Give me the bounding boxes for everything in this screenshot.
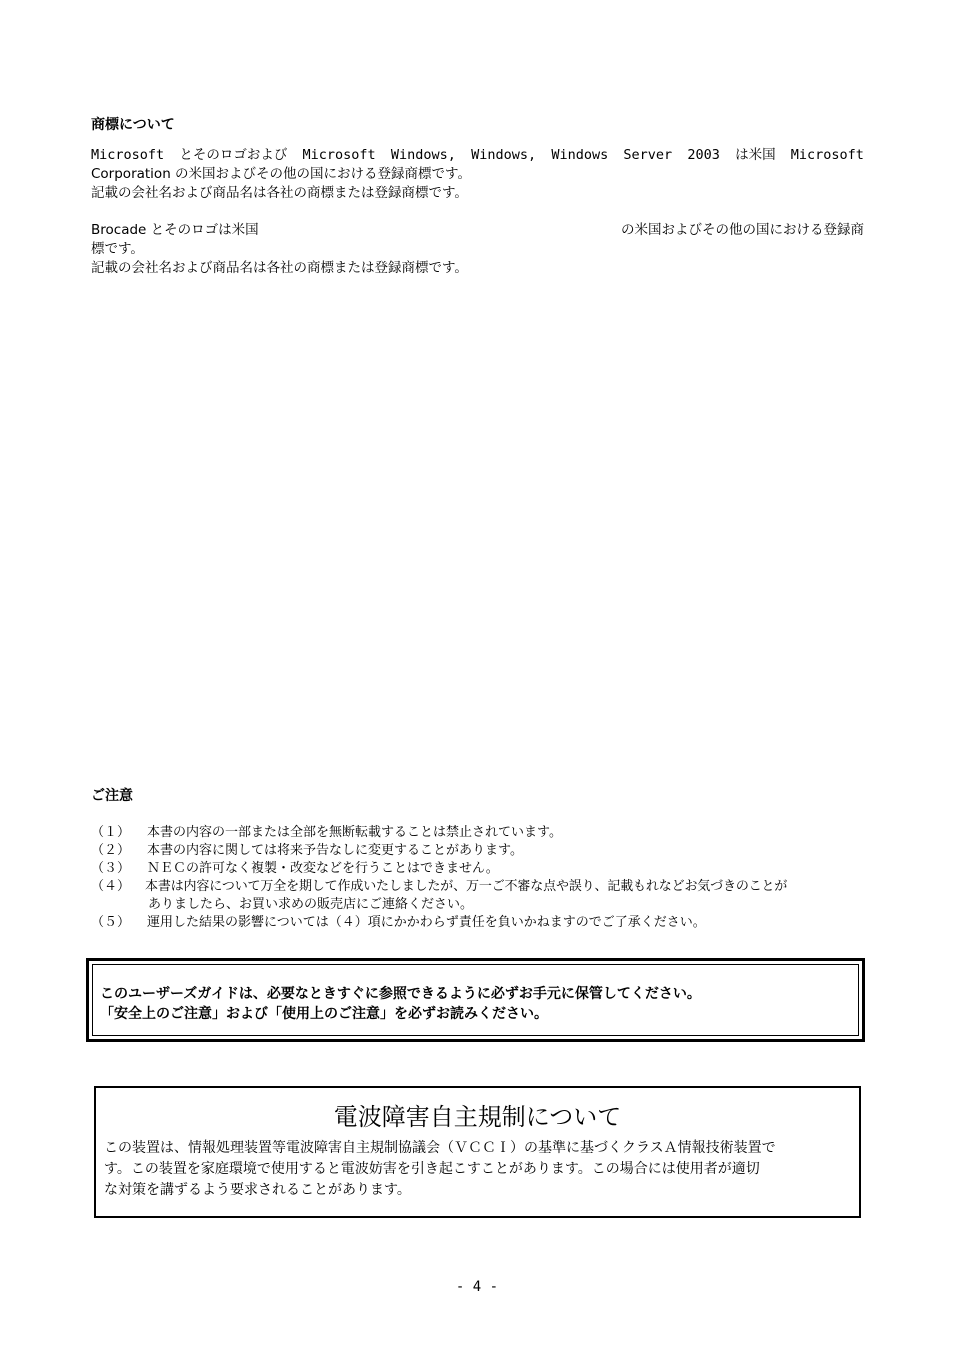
list-item bbox=[91, 878, 864, 896]
item-text: ＮＥＣの許可なく複製・改変などを行うことはできません。 bbox=[147, 861, 499, 876]
microsoft-trademark-line-3: 記載の会社名および商品名は各社の商標または登録商標です。 bbox=[91, 185, 468, 201]
word: とそのロゴおよび bbox=[179, 147, 288, 163]
word: Microsoft bbox=[790, 147, 864, 163]
brocade-trademark-paragraph bbox=[91, 221, 864, 278]
vcci-line-3: な対策を講ずるよう要求されることがあります。 bbox=[104, 1182, 411, 1198]
item-text: 運用した結果の影響については（４）項にかかわらず責任を負いかねますのでご了承ください。 bbox=[147, 915, 706, 930]
list-item bbox=[91, 860, 864, 878]
vcci-body bbox=[104, 1138, 851, 1201]
vcci-title: 電波障害自主規制について bbox=[333, 1103, 622, 1131]
word: Microsoft bbox=[91, 147, 165, 163]
microsoft-trademark-paragraph bbox=[91, 146, 864, 203]
item-text: 本書の内容の一部または全部を無断転載することは禁止されています。 bbox=[147, 825, 562, 840]
item-number: （４） bbox=[91, 879, 131, 894]
notice-line-2: 「安全上のご注意」および「使用上のご注意」を必ずお読みください。 bbox=[100, 1006, 548, 1022]
item-number: （５） bbox=[91, 915, 131, 930]
list-item bbox=[91, 914, 864, 932]
word: Windows, bbox=[390, 147, 456, 163]
brocade-trademark-line-3: 記載の会社名および商品名は各社の商標または登録商標です。 bbox=[91, 260, 468, 276]
microsoft-trademark-line-1 bbox=[91, 146, 864, 165]
brocade-line-right: の米国およびその他の国における登録商 bbox=[621, 222, 864, 238]
item-number: （３） bbox=[91, 861, 131, 876]
notice-line-1: このユーザーズガイドは、必要なときすぐに参照できるように必ずお手元に保管してください。 bbox=[100, 986, 701, 1002]
word: 2003 bbox=[687, 147, 720, 163]
trademarks-heading: 商標について bbox=[91, 117, 175, 133]
word: Server bbox=[623, 147, 673, 163]
word: Microsoft bbox=[302, 147, 376, 163]
vcci-line-1: この装置は、情報処理装置等電波障害自主規制協議会（ＶＣＣＩ）の基準に基づくクラスＡ情報技術装置で bbox=[104, 1140, 776, 1156]
page-number: - 4 - bbox=[455, 1279, 499, 1295]
item-number: （１） bbox=[91, 825, 131, 840]
brocade-trademark-line-1 bbox=[91, 221, 864, 240]
list-item bbox=[91, 824, 864, 842]
notice-box bbox=[86, 958, 865, 1042]
item-continuation: ありましたら、お買い求めの販売店にご連絡ください。 bbox=[148, 897, 474, 912]
list-item bbox=[91, 842, 864, 860]
microsoft-trademark-line-2: Corporation の米国およびその他の国における登録商標です。 bbox=[91, 166, 471, 182]
item-number: （２） bbox=[91, 843, 131, 858]
brocade-line-left: Brocade とそのロゴは米国 bbox=[91, 222, 259, 238]
word: Windows bbox=[551, 147, 609, 163]
word: Windows, bbox=[471, 147, 537, 163]
word: は米国 bbox=[735, 147, 776, 163]
item-text: 本書の内容に関しては将来予告なしに変更することがあります。 bbox=[147, 843, 523, 858]
notice-box-inner bbox=[92, 964, 859, 1036]
item-text: 本書は内容について万全を期して作成いたしましたが、万一ご不審な点や誤り、記載もれなどお気づきのことが bbox=[145, 879, 788, 894]
cautions-heading: ご注意 bbox=[91, 788, 133, 804]
vcci-line-2: す。この装置を家庭環境で使用すると電波妨害を引き起こすことがあります。この場合には使用者が適切 bbox=[104, 1161, 760, 1177]
cautions-list bbox=[91, 824, 864, 932]
brocade-trademark-line-2: 標です。 bbox=[91, 241, 144, 257]
vcci-box bbox=[94, 1086, 861, 1218]
